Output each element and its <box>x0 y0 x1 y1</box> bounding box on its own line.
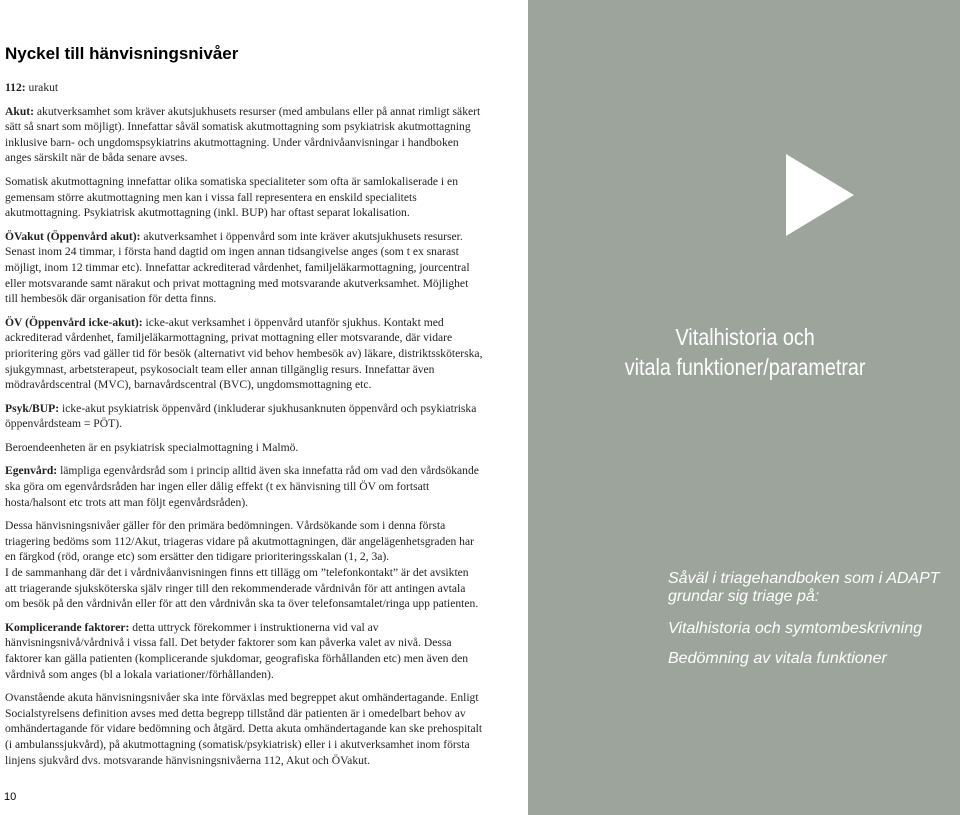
paragraph-psyk <box>5 401 483 432</box>
paragraph-ov-ickeakut <box>5 315 483 393</box>
term-ovakut: ÖVakut (Öppenvård akut): <box>5 229 141 243</box>
desc-akut: akutverksamhet som kräver akutsjukhusets resurser (med ambulans eller på annat rimligt säkert sätt så snart som möjligt). Innefattar såväl somatisk akutmottagning som psykiatrisk akutmottagning inklusive barn- och ungdomspsykiatrins akutmottagning. Under vårdnivåanvisningar i handboken anges särskilt när de båda senare avses. <box>5 104 481 165</box>
document-body <box>5 80 483 776</box>
page-number: 10 <box>4 791 17 803</box>
paragraph-dessa: Dessa hänvisningsnivåer gäller för den primära bedömningen. Vårdsökande som i denna första triagering bedöms som 112/Akut, triageras vidare på akutmottagningen, där angelägenhetsgraden har en färgkod (röd, orange etc) som ersätter den tidigare prioriteringsskalan (1, 2, 3a). <box>5 519 474 564</box>
desc-ovakut: akutverksamhet i öppenvård som inte kräver akutsjukhusets resurser. <box>140 229 463 243</box>
triage-item-bedomning: Bedömning av vitala funktioner <box>668 650 887 667</box>
paragraph-112 <box>5 80 483 96</box>
desc-psyk: icke-akut psykiatrisk öppenvård (inkluderar sjukhusanknuten öppenvård och psykiatriska öppenvårdsteam = PÖT). <box>5 401 477 431</box>
play-icon <box>786 154 854 236</box>
paragraph-egenvard <box>5 463 483 510</box>
term-112: 112: <box>5 81 26 94</box>
page-title: Nyckel till hänvisningsnivåer <box>5 44 239 63</box>
desc-ov-ickeakut: icke-akut verksamhet i öppenvård utanför sjukhus. Kontakt med ackrediterad vårdenhet, familjeläkarmottagning, privat mottagning eller motsvarande, där vidare prioritering görs vad gäller tid för besök (alternativt vid behov hembesök av) läkare, distriktssköterska, sjukgymnast, arbetsterapeut, psykosocialt team eller annan tillgänglig resurs. Innefattar även mödravårdscentral (MVC), barnavårdscentral (BVC), ungdomsmottagning etc. <box>5 315 483 392</box>
section-title-line1: Vitalhistoria och <box>675 324 815 350</box>
paragraph-senast: Senast inom 24 timmar, i första hand dagtid om ingen annan tidsangivelse anges (som t ex snarast möjligt, inom 12 timmar etc). Innefattar ackrediterad vårdenhet, familjeläkarmottagning, jourcentral eller motsvarande samt närakut och privat mottagning med motsvarande akutverksamhet. Möjlighet till hembesök där organisation för detta finns. <box>5 245 470 306</box>
paragraph-komplicerande <box>5 620 483 682</box>
desc-112: urakut <box>25 81 59 94</box>
triage-basis <box>668 570 958 680</box>
term-egenvard: Egenvård: <box>5 464 58 478</box>
paragraph-sammanhang: I de sammanhang där det i vårdnivåanvisningen finns ett tillägg om ”telefonkontakt” är det avsikten att triagerande sjuksköterska själv ringer till den rekommenderade vårdnivån för att antingen avtala om besök på den vårdnivån eller för att den vårdnivån ska ta över telefonsamtalet/ringa upp patienten. <box>5 566 479 611</box>
sidebar-panel <box>528 0 960 815</box>
triage-intro: Såväl i triagehandboken som i ADAPT grundar sig triage på: <box>668 570 940 605</box>
paragraph-beroende: Beroendeenheten är en psykiatrisk specialmottagning i Malmö. <box>5 440 299 454</box>
term-ov-ickeakut: ÖV (Öppenvård icke-akut): <box>5 315 143 329</box>
term-akut: Akut: <box>5 104 34 118</box>
desc-komplicerande: detta uttryck förekommer i instruktionerna vid val av hänvisningsnivå/vårdnivå i vissa fall. Det betyder faktorer som kan påverka valet av nivå. Dessa faktorer kan gälla patienten (komplicerande sjukdomar, geografiska förhållanden etc) men även den vårdnivå som anges (bl a lokala variationer/förhållanden). <box>5 620 469 681</box>
paragraph-ovakut <box>5 229 483 245</box>
triage-item-vitalhistoria: Vitalhistoria och symtombeskrivning <box>668 620 923 637</box>
section-title-line2: vitala funktioner/parametrar <box>624 354 866 380</box>
paragraph-ovanstaende: Ovanstående akuta hänvisningsnivåer ska inte förväxlas med begreppet akut omhändertagande. Enligt Socialstyrelsens definition avses med detta begrepp tillstånd där patienten är i omedelbart behov av omhändertagande för vidare bedömning och åtgärd. Detta akuta omhändertagande kan ske prehospitalt (i ambulanssjukvård), på akutmottagning (somatisk/psykiatrisk) eller i i akutverksamhet inom första linjens sjukvård dvs. motsvarande hänvisningsnivåerna 112, Akut och ÖVakut. <box>5 691 483 767</box>
paragraph-somatisk: Somatisk akutmottagning innefattar olika somatiska specialiteter som ofta är samlokaliserade i en gemensam större akutmottagning men kan i vissa fall representera en enskild specialitets akutmottagning. Psykiatrisk akutmottagning (inkl. BUP) har oftast separat lokalisation. <box>5 174 458 220</box>
term-komplicerande: Komplicerande faktorer: <box>5 620 130 634</box>
paragraph-akut <box>5 104 483 166</box>
term-psyk: Psyk/BUP: <box>5 401 60 415</box>
desc-egenvard: lämpliga egenvårdsråd som i princip alltid även ska innefatta råd om vad den vårdsökande ska göra om egenvårdsråden har ingen eller dålig effekt (t ex hänvisning till ÖV om fortsatt hosta/halsont etc trots att man följt egenvårdsråden). <box>5 464 479 509</box>
section-title <box>559 322 931 382</box>
